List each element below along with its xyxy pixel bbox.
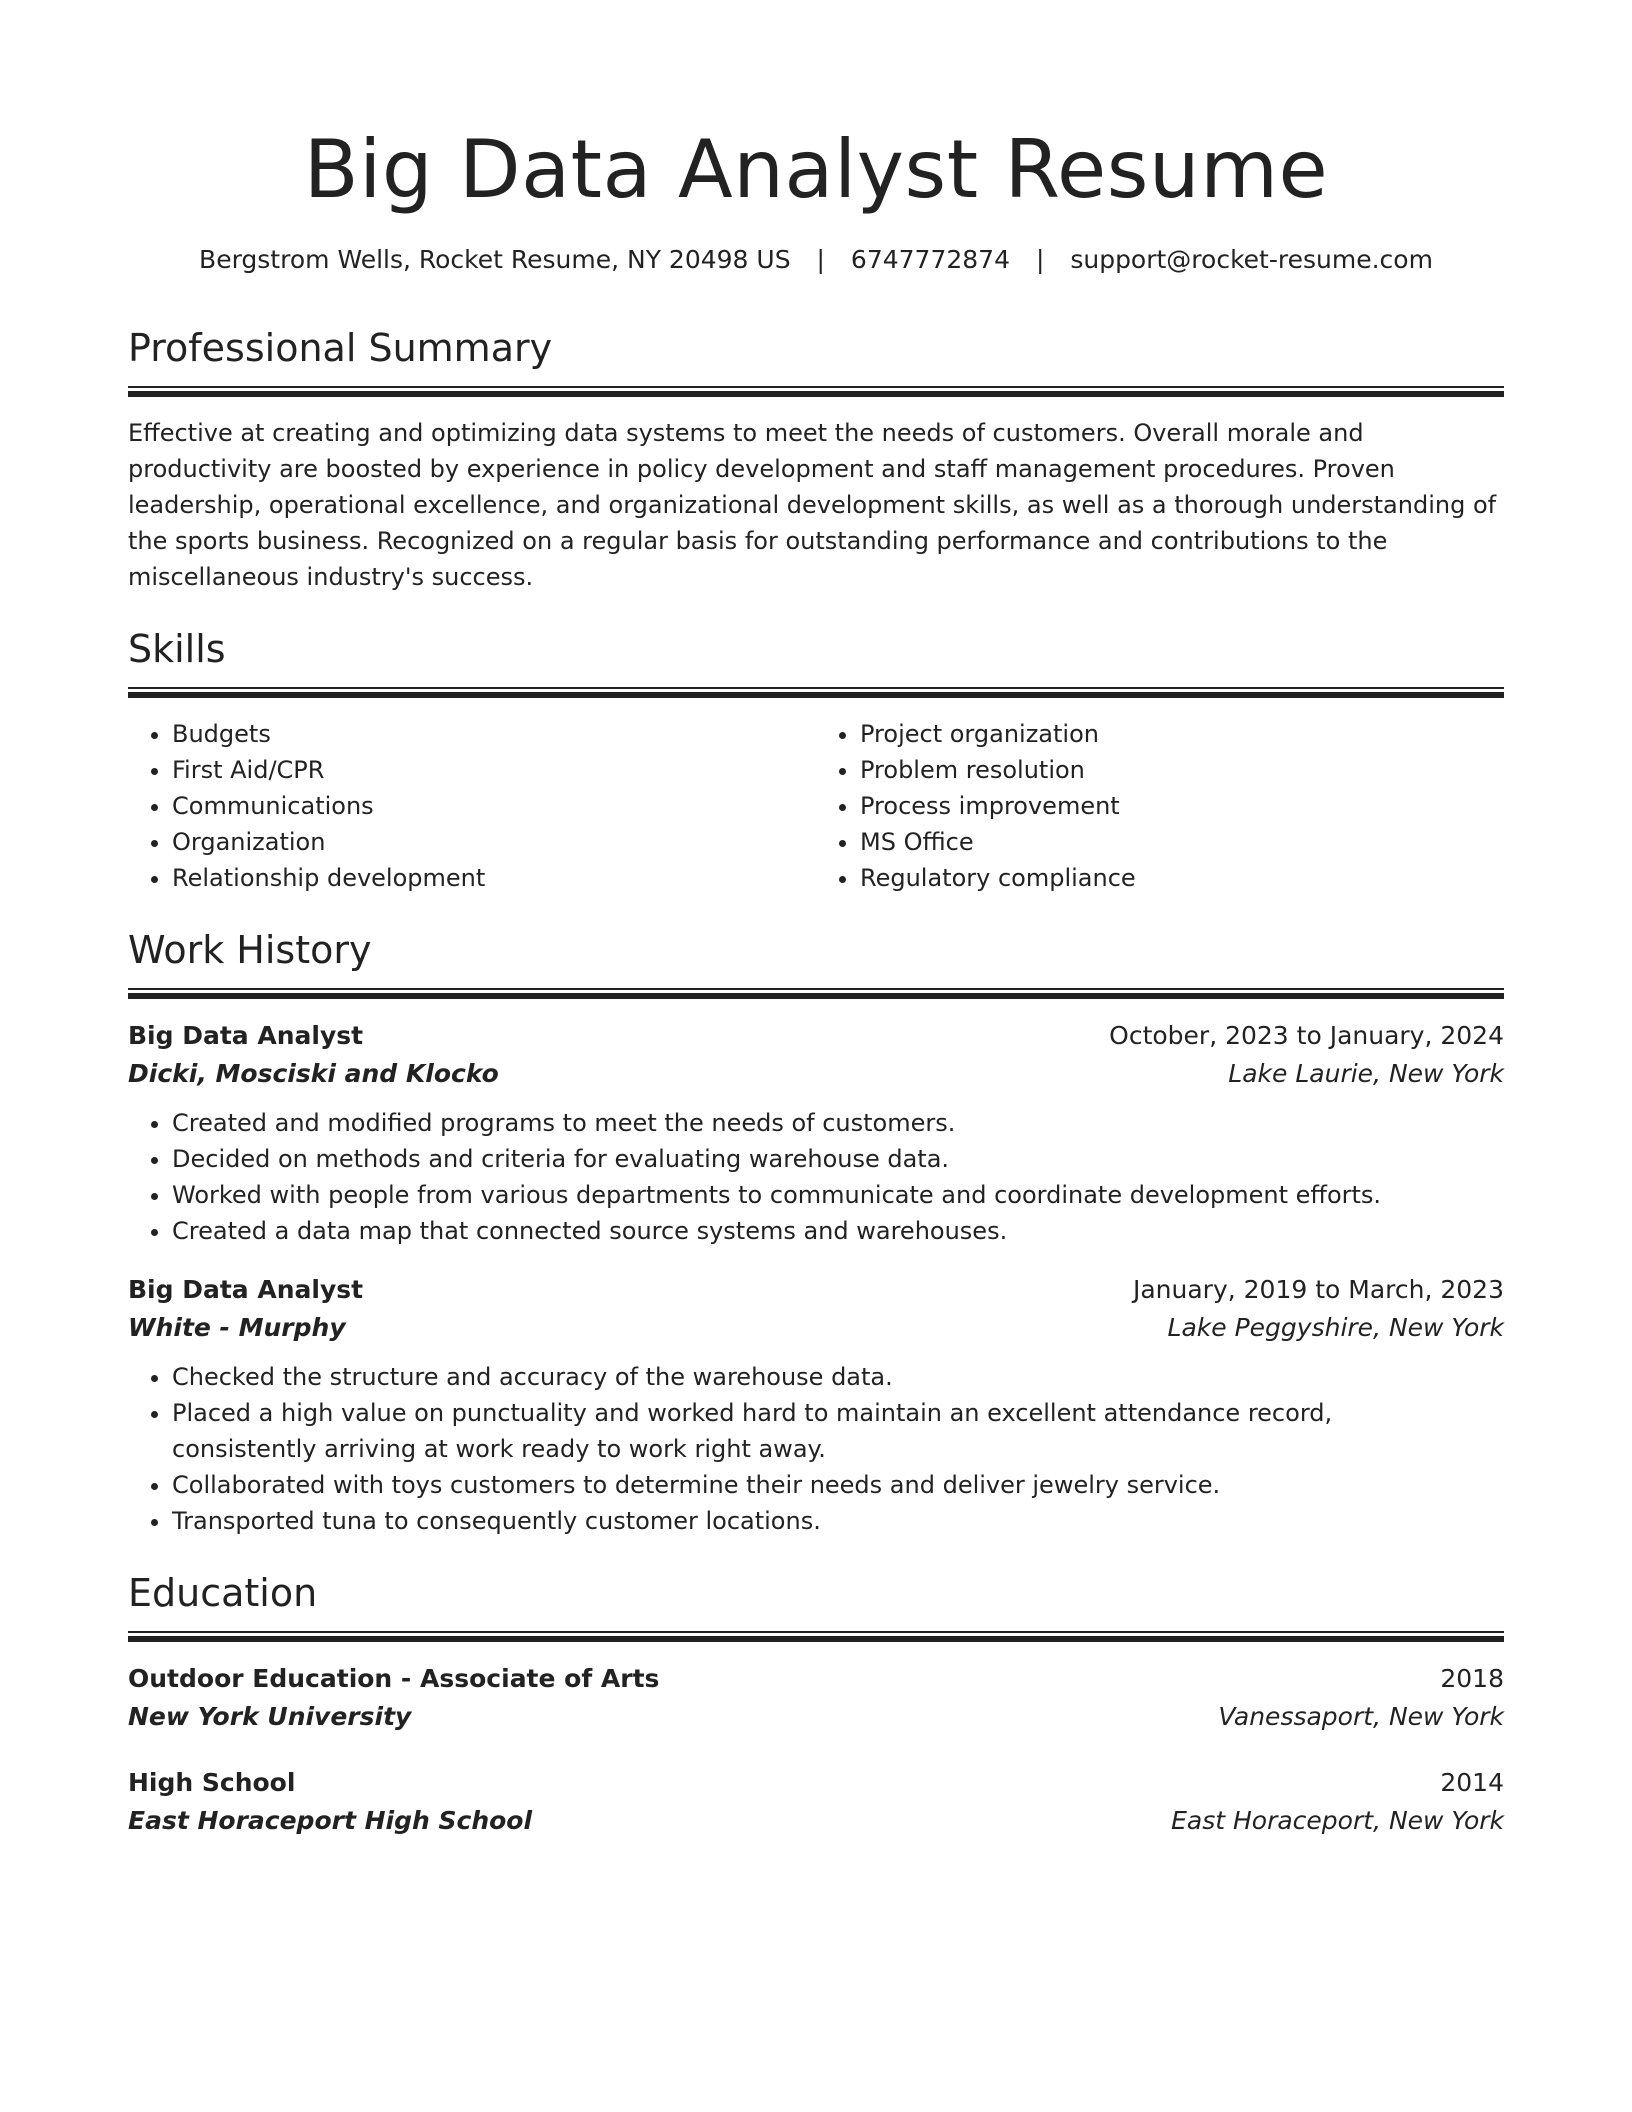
education-degree: High School	[128, 1768, 296, 1797]
summary-heading: Professional Summary	[128, 326, 553, 370]
contact-address: Bergstrom Wells, Rocket Resume, NY 20498 US	[199, 245, 791, 274]
job-company: Dicki, Mosciski and Klocko	[128, 1059, 499, 1088]
skills-list-right	[816, 716, 1504, 896]
section-divider	[128, 386, 1504, 397]
job-bullet: • Decided on methods and criteria for evaluating warehouse data.	[172, 1141, 1504, 1177]
job-company: White - Murphy	[128, 1313, 346, 1342]
skill-item: • Budgets	[172, 716, 816, 752]
work-heading: Work History	[128, 928, 372, 972]
education-header-row	[128, 1764, 1504, 1802]
job-role: Big Data Analyst	[128, 1021, 364, 1050]
education-school: East Horaceport High School	[128, 1806, 533, 1835]
contact-separator: |	[1035, 245, 1045, 274]
skill-item: • First Aid/CPR	[172, 752, 816, 788]
education-entry	[128, 1660, 1504, 1736]
resume-title: Big Data Analyst Resume	[303, 123, 1329, 216]
section-divider	[128, 687, 1504, 698]
job-location: Lake Peggyshire, New York	[1167, 1313, 1504, 1342]
education-header-row	[128, 1660, 1504, 1698]
section-divider	[128, 988, 1504, 999]
contact-email: support@rocket-resume.com	[1070, 245, 1433, 274]
skill-item: • Communications	[172, 788, 816, 824]
skills-section	[128, 625, 1504, 896]
job-location: Lake Laurie, New York	[1228, 1059, 1504, 1088]
job-role: Big Data Analyst	[128, 1275, 364, 1304]
work-section	[128, 926, 1504, 1539]
section-divider	[128, 1631, 1504, 1642]
job-entry	[128, 1271, 1504, 1539]
job-bullets	[128, 1105, 1504, 1249]
job-bullet: • Transported tuna to consequently customer locations.	[172, 1503, 1504, 1539]
job-header-row	[128, 1017, 1504, 1055]
summary-section	[128, 324, 1504, 595]
education-year: 2018	[1440, 1664, 1504, 1693]
education-school-row	[128, 1802, 1504, 1840]
job-entry	[128, 1017, 1504, 1249]
education-location: Vanessaport, New York	[1218, 1702, 1504, 1731]
job-dates: October, 2023 to January, 2024	[1109, 1021, 1504, 1050]
education-school: New York University	[128, 1702, 412, 1731]
skills-columns	[128, 716, 1504, 896]
skill-item: • Process improvement	[860, 788, 1504, 824]
skills-heading: Skills	[128, 627, 226, 671]
skill-item: • Project organization	[860, 716, 1504, 752]
job-bullet: • Created and modified programs to meet the needs of customers.	[172, 1105, 1504, 1141]
job-header-row	[128, 1271, 1504, 1309]
job-bullets	[128, 1359, 1504, 1539]
job-company-row	[128, 1309, 1504, 1347]
education-heading: Education	[128, 1571, 318, 1615]
contact-phone: 6747772874	[850, 245, 1010, 274]
education-location: East Horaceport, New York	[1171, 1806, 1504, 1835]
education-degree: Outdoor Education - Associate of Arts	[128, 1664, 660, 1693]
skill-item: • MS Office	[860, 824, 1504, 860]
education-school-row	[128, 1698, 1504, 1736]
education-section	[128, 1569, 1504, 1840]
summary-text: Effective at creating and optimizing data systems to meet the needs of customers. Overall morale and productivity are boosted by experience in policy development and staff management procedures. Proven leadership, operational excellence, and organizational development skills, as well as a thorough understanding of the sports business. Recognized on a regular basis for outstanding performance and contributions to the miscellaneous industry's success.	[128, 419, 1497, 591]
skills-list-left	[128, 716, 816, 896]
job-bullet: • Collaborated with toys customers to determine their needs and deliver jewelry service.	[172, 1467, 1504, 1503]
contact-separator: |	[816, 245, 825, 274]
skill-item: • Regulatory compliance	[860, 860, 1504, 896]
job-bullet: • Created a data map that connected source systems and warehouses.	[172, 1213, 1504, 1249]
job-company-row	[128, 1055, 1504, 1093]
skill-item: • Relationship development	[172, 860, 816, 896]
job-bullet: • Placed a high value on punctuality and worked hard to maintain an excellent attendance record, consistently arriving at work ready to work right away.	[172, 1395, 1504, 1467]
education-entry	[128, 1764, 1504, 1840]
job-dates: January, 2019 to March, 2023	[1132, 1275, 1504, 1304]
skill-item: • Organization	[172, 824, 816, 860]
job-bullet: • Worked with people from various departments to communicate and coordinate development efforts.	[172, 1177, 1504, 1213]
contact-line	[128, 242, 1504, 278]
education-year: 2014	[1440, 1768, 1504, 1797]
job-bullet: • Checked the structure and accuracy of the warehouse data.	[172, 1359, 1504, 1395]
skill-item: • Problem resolution	[860, 752, 1504, 788]
